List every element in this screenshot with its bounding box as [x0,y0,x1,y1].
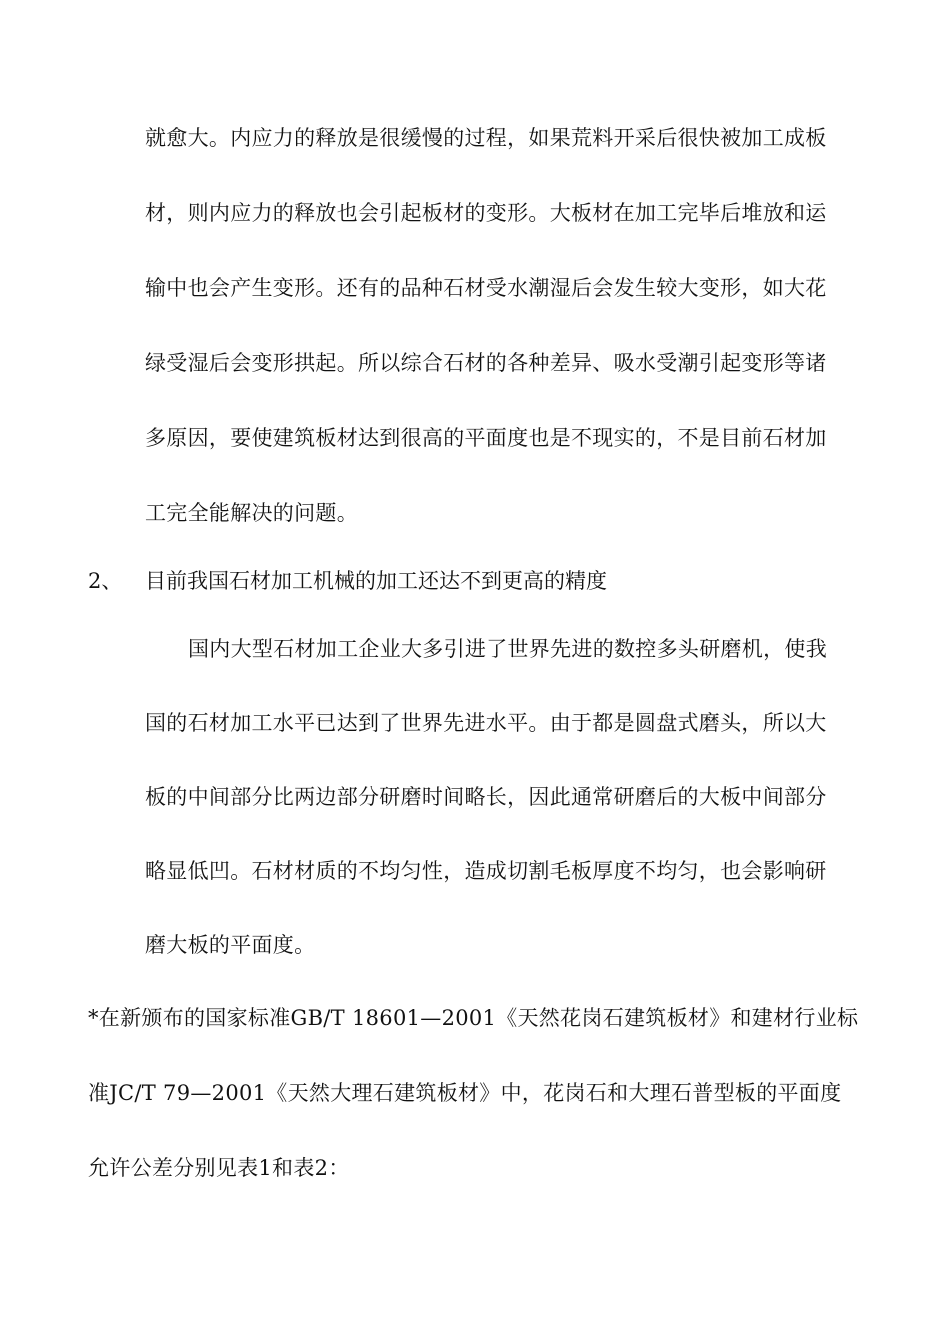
paragraph-line: 略显低凹。石材材质的不均匀性，造成切割毛板厚度不均匀，也会影响研 [145,859,827,883]
paragraph-line: 绿受湿后会变形拱起。所以综合石材的各种差异、吸水受潮引起变形等诸 [145,351,827,375]
note-line: 准JC/T 79—2001《天然大理石建筑板材》中，花岗石和大理石普型板的平面度 [88,1081,842,1105]
paragraph-line: 工完全能解决的问题。 [145,501,358,525]
paragraph-line: 国的石材加工水平已达到了世界先进水平。由于都是圆盘式磨头，所以大 [145,711,827,735]
note-line: 允许公差分别见表1和表2： [88,1156,350,1180]
paragraph-line: 磨大板的平面度。 [145,933,316,957]
section-number: 2、 [88,569,123,593]
paragraph-line: 材，则内应力的释放也会引起板材的变形。大板材在加工完毕后堆放和运 [145,201,827,225]
paragraph-line: 输中也会产生变形。还有的品种石材受水潮湿后会发生较大变形，如大花 [145,276,827,300]
paragraph-line: 多原因，要使建筑板材达到很高的平面度也是不现实的，不是目前石材加 [145,426,827,450]
section-title: 目前我国石材加工机械的加工还达不到更高的精度 [145,569,607,593]
paragraph-line: 板的中间部分比两边部分研磨时间略长，因此通常研磨后的大板中间部分 [145,785,827,809]
paragraph-line: 就愈大。内应力的释放是很缓慢的过程，如果荒料开采后很快被加工成板 [145,126,827,150]
paragraph-line: 国内大型石材加工企业大多引进了世界先进的数控多头研磨机，使我 [188,637,827,661]
note-line: *在新颁布的国家标准GB/T 18601—2001《天然花岗石建筑板材》和建材行业标 [88,1006,859,1030]
